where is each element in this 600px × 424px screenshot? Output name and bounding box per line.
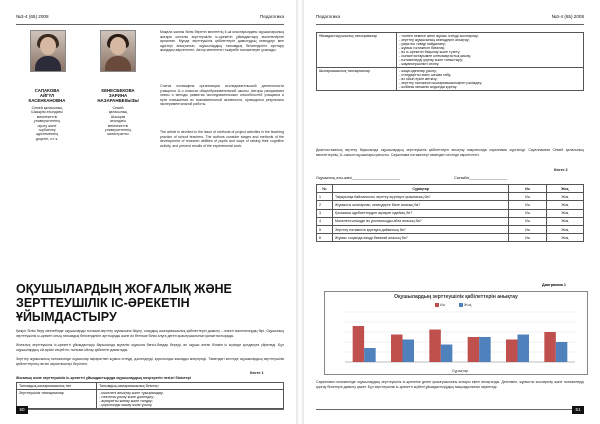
survey-row	[317, 201, 584, 209]
survey-row	[317, 225, 584, 233]
header-rule	[316, 24, 584, 25]
skills-table	[16, 382, 284, 409]
table-row	[17, 390, 284, 409]
table-header-type: Танымдық-шығармашылық тип	[17, 383, 97, 390]
author-name-1: САПАКОВА АЙГҮЛ КАСЕНКАНОВНА	[28, 88, 66, 103]
diagram-number: Диаграмма 1	[542, 283, 567, 287]
section-name: Педагогика	[316, 14, 341, 19]
author-affiliation-1: Семей қаласының Шәкәрім атындағы мемлекеттік университетінің оқыту және тәрбиелеу әдістемесінің доценті, п.ғ.к.	[31, 106, 63, 141]
abstract-ru: Статья посвящена организации исследовательской деятельности учащихся 11-х классов общеобразовательной школы. Авторы раскрывают этапы и методы развития исследовательских способностей учащихся и пути повышения их познавательной активности, приводятся результаты экспериментальной работы.	[160, 84, 284, 107]
table-cell-type: Шығармашылық тапсырмалар	[317, 68, 397, 91]
table-cell-skills: - жаңа идеялар ұсыну; - стандартты емес шешім табу; - өз ойын еркін жеткізу; - зерттеу нәтижесін шығармашылықпен рәсімдеу; - жобаны көпшілік алдында қорғау.	[397, 68, 584, 91]
legend-item-yes	[435, 303, 445, 307]
bar-no-6	[556, 342, 568, 362]
bar-yes-1	[353, 326, 364, 362]
survey-cell-number: 5	[317, 225, 333, 233]
legend-swatch-no	[459, 303, 463, 307]
table-cell-type: Ұйымдастырушылық тапсырмалар	[317, 33, 397, 68]
survey-cell-yes: Иә	[509, 193, 546, 201]
bar-no-1	[364, 348, 376, 362]
legend-item-no	[459, 303, 471, 307]
table-cell-skills: - топпен немесе жеке жұмыс істеуді жоспарлау; - зерттеу жұмысының кезеңдерін анықтау; - уақытты тиімді пайдалану; - жұмыс нәтижесін бағалау; - өз іс-әрекетін бақылау және түзету; - сыныптастарымен ынтымақтастық жасау; - нәтижелерді қорғау және таныстыру; - жауапкершілікті сезіну.	[397, 33, 584, 68]
survey-cell-question: Қосымша әдебиеттерден ақпарат іздейсің бе?	[333, 209, 509, 217]
survey-cell-yes: Иә	[509, 234, 546, 242]
survey-cell-no: Жоқ	[546, 217, 583, 225]
bar-yes-4	[468, 337, 480, 362]
survey-header-number: №	[317, 185, 333, 193]
table-header-row	[17, 383, 284, 390]
table-number: Кесте 2	[554, 168, 568, 172]
bar-yes-5	[506, 340, 518, 363]
page-number: 51	[572, 406, 584, 414]
bar-no-3	[441, 345, 453, 363]
table-number: Кесте 1	[250, 371, 264, 375]
table-caption: Жоғалық және зерттеушілік іс-әрекетті ұйымдастыруда оқушылардың меңгеретін негізгі біліктері	[16, 376, 191, 380]
survey-header-yes: Иә	[509, 185, 546, 193]
survey-row	[317, 234, 584, 242]
abstract-kz: Мақала жалпы білім беретін мектептің ІІ-ші кластарындағы оқушыларының жоғары ынталы зерттеушілік іс-әрекетін ұйымдастыру мәселелеріне арналған. Мұнда зерттеушілік қабілеттерін дамытудың кезеңдері мен әдістері анықталып, оқушылардың танымдық белсенділігін арттыру жолдары көрсетілген. Автор мектептегі тәжірибе нәтижелерін ұсынады.	[160, 30, 284, 53]
footer-rule	[316, 409, 584, 410]
table-cell-skills: - мәселені анықтау және тұжырымдау; - гипотеза ұсыну және дәлелдеу; - ақпаратты жинау және талдау; - қорытынды жасау және ұсыну.	[97, 390, 284, 409]
survey-cell-number: 1	[317, 193, 333, 201]
legend-label-no: Жоқ	[464, 303, 472, 307]
survey-cell-no: Жоқ	[546, 193, 583, 201]
bar-yes-3	[429, 330, 441, 363]
bar-yes-2	[391, 335, 403, 363]
survey-header-no: Жоқ	[546, 185, 583, 193]
section-name: Педагогика	[259, 14, 284, 19]
chart-plot	[325, 308, 587, 374]
survey-cell-yes: Иә	[509, 217, 546, 225]
survey-cell-yes: Иә	[509, 209, 546, 217]
book-gutter	[296, 0, 304, 424]
x-axis-label: Сұрақтар	[451, 369, 469, 373]
survey-cell-question: Жұмыс соңында өзіңді бағалай аласың ба?	[333, 234, 509, 242]
author-name-2: КЕНЕСБЕКОВА ЗАРИНА НАЗАРАНБЕКЫЗЫ	[97, 88, 139, 103]
survey-cell-question: Жұмысты жоспарлап, кезеңдерге бөле аласың ба?	[333, 201, 509, 209]
journal-issue: №3-4 (65) 2008	[551, 14, 584, 19]
survey-header-row	[317, 185, 584, 193]
bar-no-4	[479, 337, 491, 362]
survey-cell-no: Жоқ	[546, 209, 583, 217]
author-affiliation-2: Семей қаласының Шәкәрім атындағы мемлекеттік университетінің магистранты	[104, 106, 132, 137]
survey-table	[316, 184, 584, 242]
survey-cell-question: Тақырыпқа байланысты зерттеу жүргізуге қызығасың ба?	[333, 193, 509, 201]
survey-cell-number: 6	[317, 234, 333, 242]
survey-header-question: Сұрақтар	[333, 185, 509, 193]
legend-label-yes: Иә	[440, 303, 445, 307]
author-photo-1	[30, 30, 66, 72]
footer-rule	[16, 409, 284, 410]
table-header-skills: Танымдық-шығармашылық біліктер	[97, 383, 284, 390]
legend-swatch-yes	[435, 303, 439, 307]
student-class-label: Сыныбы__________________	[454, 176, 508, 180]
table-row	[317, 33, 584, 68]
survey-cell-no: Жоқ	[546, 234, 583, 242]
body-paragraph-2: Жоғалық зерттеушілік іс-әрекетті ұйымдастыру барысында мұғалім оқушыға бағыт-бағдар береді, ал оқушы алған білімін іс жүзінде қолдануға үйренеді. Бұл оқушылардың ой-өрісін кеңейтіп, ғылыми ойлау қабілетін дамытады.	[16, 343, 284, 352]
survey-cell-yes: Иә	[509, 201, 546, 209]
survey-cell-number: 4	[317, 217, 333, 225]
survey-cell-question: Мәселені шешуде өз ұсынысыңды айта аласың ба?	[333, 217, 509, 225]
survey-intro-paragraph: Диагностикалық зерттеу барысында оқушылардың зерттеушілік қабілеттерін анықтау мақсатында сауалнама жүргізілді. Сауалнамаға Семей қаласының мектептерінің 11-сынып оқушылары қатысты. Сауалнама нәтижелері төмендегі кестеде көрсетілген.	[316, 148, 584, 157]
chart-title: Оқушылардың зерттеушілік қабілеттерін анықтау	[394, 294, 518, 300]
table-row	[317, 68, 584, 91]
survey-cell-question: Зерттеу нәтижесін қорғауға дайынсың ба?	[333, 225, 509, 233]
bar-yes-6	[544, 332, 556, 362]
student-name-label: Оқушының аты-жөні_______________________	[316, 176, 401, 180]
skills-table-continued	[316, 32, 584, 91]
abstract-en: The article is devoted to the issue of methods of project activities in the teaching practice of school teachers. The authors consider stages and methods of the development of research abilities of pupils and ways of raising their cognitive activity, and present results of the experimental work.	[160, 130, 284, 148]
body-paragraph-1: Қазіргі білім беру мектебінде оқушыларды ғылыми-зерттеу жұмысына баулу, олардың шығармашылық қабілеттерін дамыту – өзекті мәселелердің бірі. Оқушының зерттеушілік іс-әрекеті оның танымдық белсенділігін арттырады және өз бетінше білім алуға деген қызығушылығын қалыптастырады.	[16, 329, 284, 338]
bar-no-2	[403, 340, 415, 363]
survey-cell-number: 2	[317, 201, 333, 209]
survey-row	[317, 209, 584, 217]
journal-issue: №3-4 (65) 2008	[16, 14, 49, 19]
survey-cell-number: 3	[317, 209, 333, 217]
survey-chart	[324, 291, 588, 375]
closing-paragraph: Сауалнама нәтижесінде оқушылардың зерттеушілік іс-әрекетке деген қызығушылығы жоғары екені анықталды. Дегенмен, жұмысты жоспарлау және нәтижелерді қорғау біліктерін дамыту қажет. Бұл зерттеушілік іс-әрекетті жүйелі ұйымдастырудың маңыздылығын көрсетеді.	[316, 380, 584, 389]
survey-cell-no: Жоқ	[546, 225, 583, 233]
article-title: ОҚУШЫЛАРДЫҢ ЖОҒАЛЫҚ ЖӘНЕ ЗЕРТТЕУШІЛІК ІС-ӘРЕКЕТІН ҰЙЫМДАСТЫРУ	[16, 282, 232, 324]
table-cell-type: Зерттеушілік тапсырмалар	[17, 390, 97, 409]
header-rule	[16, 24, 284, 25]
body-paragraph-3: Зерттеу жұмысының нәтижесінде оқушылар ақпаратпен жұмыс істеуді, дәлелдеуді, қорытынды жасауды меңгереді. Төмендегі кестеде оқушылардың зерттеушілік қабілеттерінің негізгі көрсеткіштері берілген.	[16, 357, 284, 366]
survey-row	[317, 193, 584, 201]
author-photo-2	[100, 30, 136, 72]
left-page	[0, 0, 296, 424]
survey-cell-no: Жоқ	[546, 201, 583, 209]
right-page	[304, 0, 600, 424]
bar-no-5	[518, 335, 530, 363]
survey-cell-yes: Иә	[509, 225, 546, 233]
page-number: 50	[16, 406, 28, 414]
survey-row	[317, 217, 584, 225]
